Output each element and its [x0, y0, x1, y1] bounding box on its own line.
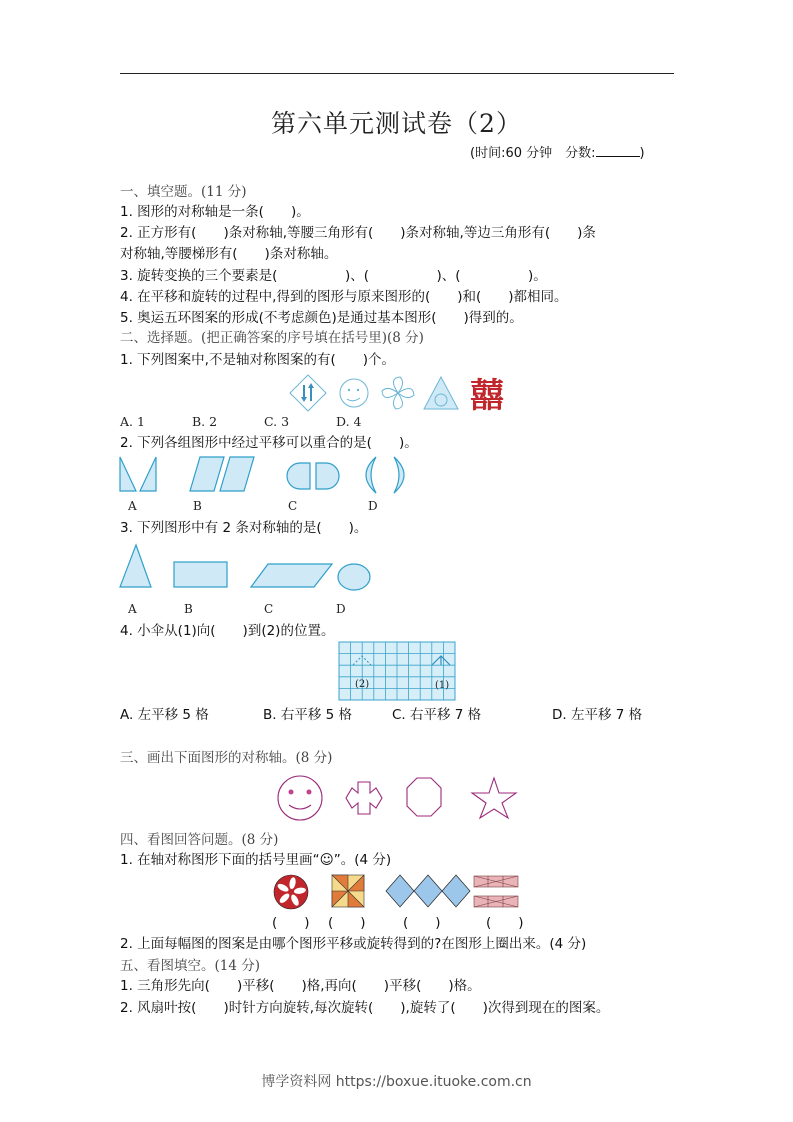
s2-q3-label-a: A — [128, 602, 137, 616]
s4-bracket-2[interactable]: ( ) — [328, 915, 366, 931]
s2-q2-label-b: B — [193, 499, 202, 513]
section3-heading: 三、画出下面图形的对称轴。(8 分) — [120, 750, 333, 766]
footer-watermark: 博学资料网 https://boxue.ituoke.com.cn — [261, 1074, 532, 1090]
smiley-face-icon — [340, 379, 368, 407]
s4-bracket-1[interactable]: ( ) — [272, 915, 310, 931]
pinwheel-icon — [382, 377, 414, 409]
s2-q4-option-a[interactable]: A. 左平移 5 格 — [120, 707, 209, 723]
s2-q3-shapes — [118, 543, 378, 591]
diamond-arrows-icon — [290, 375, 326, 411]
header-rule — [120, 73, 674, 74]
triangles-pair-icon — [120, 457, 156, 491]
umbrella-grid — [339, 642, 455, 700]
parallelogram-icon — [251, 564, 332, 587]
s4-q1: 1. 在轴对称图形下面的括号里画“☺”。(4 分) — [120, 852, 392, 868]
s2-q3: 3. 下列图形中有 2 条对称轴的是( )。 — [120, 520, 368, 536]
page-title: 第六单元测试卷（2） — [271, 109, 522, 138]
s2-q1-option-d[interactable]: D. 4 — [336, 414, 362, 429]
svg-text:(1): (1) — [435, 680, 450, 691]
rectangle-icon — [174, 562, 227, 587]
s4-patterns — [272, 873, 528, 913]
s2-q2-label-c: C — [288, 499, 298, 513]
parallelograms-pair-icon — [190, 457, 254, 491]
hourglass-tiles-icon — [474, 876, 518, 907]
s2-q1-option-b[interactable]: B. 2 — [192, 414, 218, 429]
s1-q1: 1. 图形的对称轴是一条( )。 — [120, 204, 310, 220]
crescents-pair-icon — [366, 457, 404, 493]
s2-q3-label-d: D — [336, 602, 346, 616]
s1-q5: 5. 奥运五环图案的形成(不考虑颜色)是通过基本图形( )得到的。 — [120, 310, 523, 326]
exam-meta: (时间:60 分钟 分数: ) — [470, 146, 645, 161]
s4-bracket-3[interactable]: ( ) — [403, 915, 441, 931]
s1-q4: 4. 在平移和旋转的过程中,得到的图形与原来图形的( )和( )都相同。 — [120, 289, 568, 305]
s4-q2: 2. 上面每幅图的图案是由哪个图形平移或旋转得到的?在图形上圈出来。(4 分) — [120, 936, 587, 952]
s2-q4: 4. 小伞从(1)向( )到(2)的位置。 — [120, 623, 335, 639]
smiley-face-icon — [278, 776, 322, 820]
circle-icon — [338, 564, 370, 590]
triangle-circle-icon — [424, 377, 458, 409]
double-happiness-icon: 囍 — [470, 376, 504, 416]
s1-q2-line1: 2. 正方形有( )条对称轴,等腰三角形有( )条对称轴,等边三角形有( )条 — [120, 225, 596, 241]
s2-q2-label-a: A — [128, 499, 137, 513]
s1-q3: 3. 旋转变换的三个要素是( )、( )、( )。 — [120, 268, 547, 284]
s2-q3-label-c: C — [264, 602, 274, 616]
octagon-icon — [407, 778, 441, 816]
s2-q2-label-d: D — [368, 499, 378, 513]
s2-q4-option-b[interactable]: B. 右平移 5 格 — [263, 707, 353, 723]
star-icon — [472, 778, 516, 818]
s2-q4-option-d[interactable]: D. 左平移 7 格 — [552, 707, 643, 723]
s2-q1: 1. 下列图案中,不是轴对称图案的有( )个。 — [120, 352, 395, 368]
s5-q2: 2. 风扇叶按( )时针方向旋转,每次旋转( ),旋转了( )次得到现在的图案。 — [120, 1000, 610, 1016]
section4-heading: 四、看图回答问题。(8 分) — [120, 832, 279, 848]
s2-q4-option-c[interactable]: C. 右平移 7 格 — [392, 707, 482, 723]
svg-text:(2): (2) — [355, 679, 370, 690]
s2-q2: 2. 下列各组图形中经过平移可以重合的是( )。 — [120, 435, 418, 451]
diamonds-row-icon — [386, 875, 470, 907]
bauhinia-flag-icon — [274, 875, 308, 909]
s2-q1-option-c[interactable]: C. 3 — [264, 414, 290, 429]
s3-shapes — [276, 776, 518, 822]
s2-q1-patterns — [288, 373, 508, 416]
s4-bracket-4[interactable]: ( ) — [486, 915, 524, 931]
s2-q2-shapes — [118, 455, 418, 495]
s2-q1-option-a[interactable]: A. 1 — [120, 414, 145, 429]
s5-q1: 1. 三角形先向( )平移( )格,再向( )平移( )格。 — [120, 978, 481, 994]
half-circles-pair-icon — [287, 463, 339, 489]
triangle-icon — [120, 545, 151, 587]
section1-heading: 一、填空题。(11 分) — [120, 184, 247, 200]
section2-heading: 二、选择题。(把正确答案的序号填在括号里)(8 分) — [120, 330, 424, 346]
score-blank[interactable] — [596, 144, 640, 157]
section5-heading: 五、看图填空。(14 分) — [120, 958, 261, 974]
pinwheel-icon — [332, 875, 364, 907]
cross-arrows-shape-icon — [346, 782, 382, 814]
s2-q3-label-b: B — [184, 602, 193, 616]
s1-q2-line2: 对称轴,等腰梯形有( )条对称轴。 — [120, 246, 338, 262]
